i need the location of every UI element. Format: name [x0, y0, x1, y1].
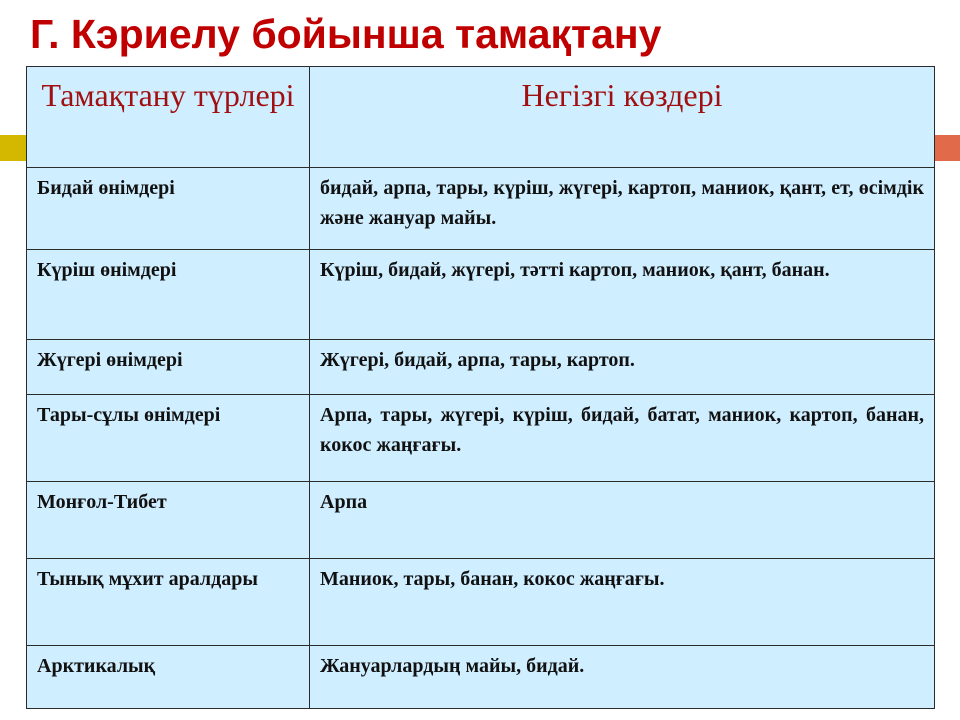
main-sources-cell: Күріш, бидай, жүгері, тәтті картоп, маниок, қант, банан.: [310, 250, 935, 340]
main-sources-cell: Жүгері, бидай, арпа, тары, картоп.: [310, 340, 935, 395]
table-row: [27, 340, 935, 395]
table-row: [27, 168, 935, 250]
diet-type-cell: Арктикалық: [27, 646, 310, 709]
table-row: [27, 250, 935, 340]
diet-type-cell: Монғол-Тибет: [27, 482, 310, 559]
diet-table: [26, 66, 935, 709]
main-sources-cell: Жануарлардың майы, бидай.: [310, 646, 935, 709]
header-diet-types: Тамақтану түрлері: [27, 67, 310, 168]
diet-type-cell: Тынық мұхит аралдары: [27, 559, 310, 646]
main-sources-cell: бидай, арпа, тары, күріш, жүгері, картоп, маниок, қант, ет, өсімдік және жануар майы.: [310, 168, 935, 250]
slide-title: Г. Кэриелу бойынша тамақтану: [30, 11, 662, 57]
table-row: [27, 482, 935, 559]
main-sources-cell: Арпа: [310, 482, 935, 559]
table-row: [27, 559, 935, 646]
accent-bar-right: [933, 135, 960, 161]
header-main-sources: Негізгі көздері: [310, 67, 935, 168]
diet-type-cell: Жүгері өнімдері: [27, 340, 310, 395]
main-sources-cell: Арпа, тары, жүгері, күріш, бидай, батат, маниок, картоп, банан, кокос жаңғағы.: [310, 395, 935, 482]
diet-type-cell: Күріш өнімдері: [27, 250, 310, 340]
diet-type-cell: Тары-сұлы өнімдері: [27, 395, 310, 482]
table-row: [27, 395, 935, 482]
table-header-row: [27, 67, 935, 168]
main-sources-cell: Маниок, тары, банан, кокос жаңғағы.: [310, 559, 935, 646]
accent-bar-left: [0, 135, 27, 161]
diet-type-cell: Бидай өнімдері: [27, 168, 310, 250]
table-row: [27, 646, 935, 709]
